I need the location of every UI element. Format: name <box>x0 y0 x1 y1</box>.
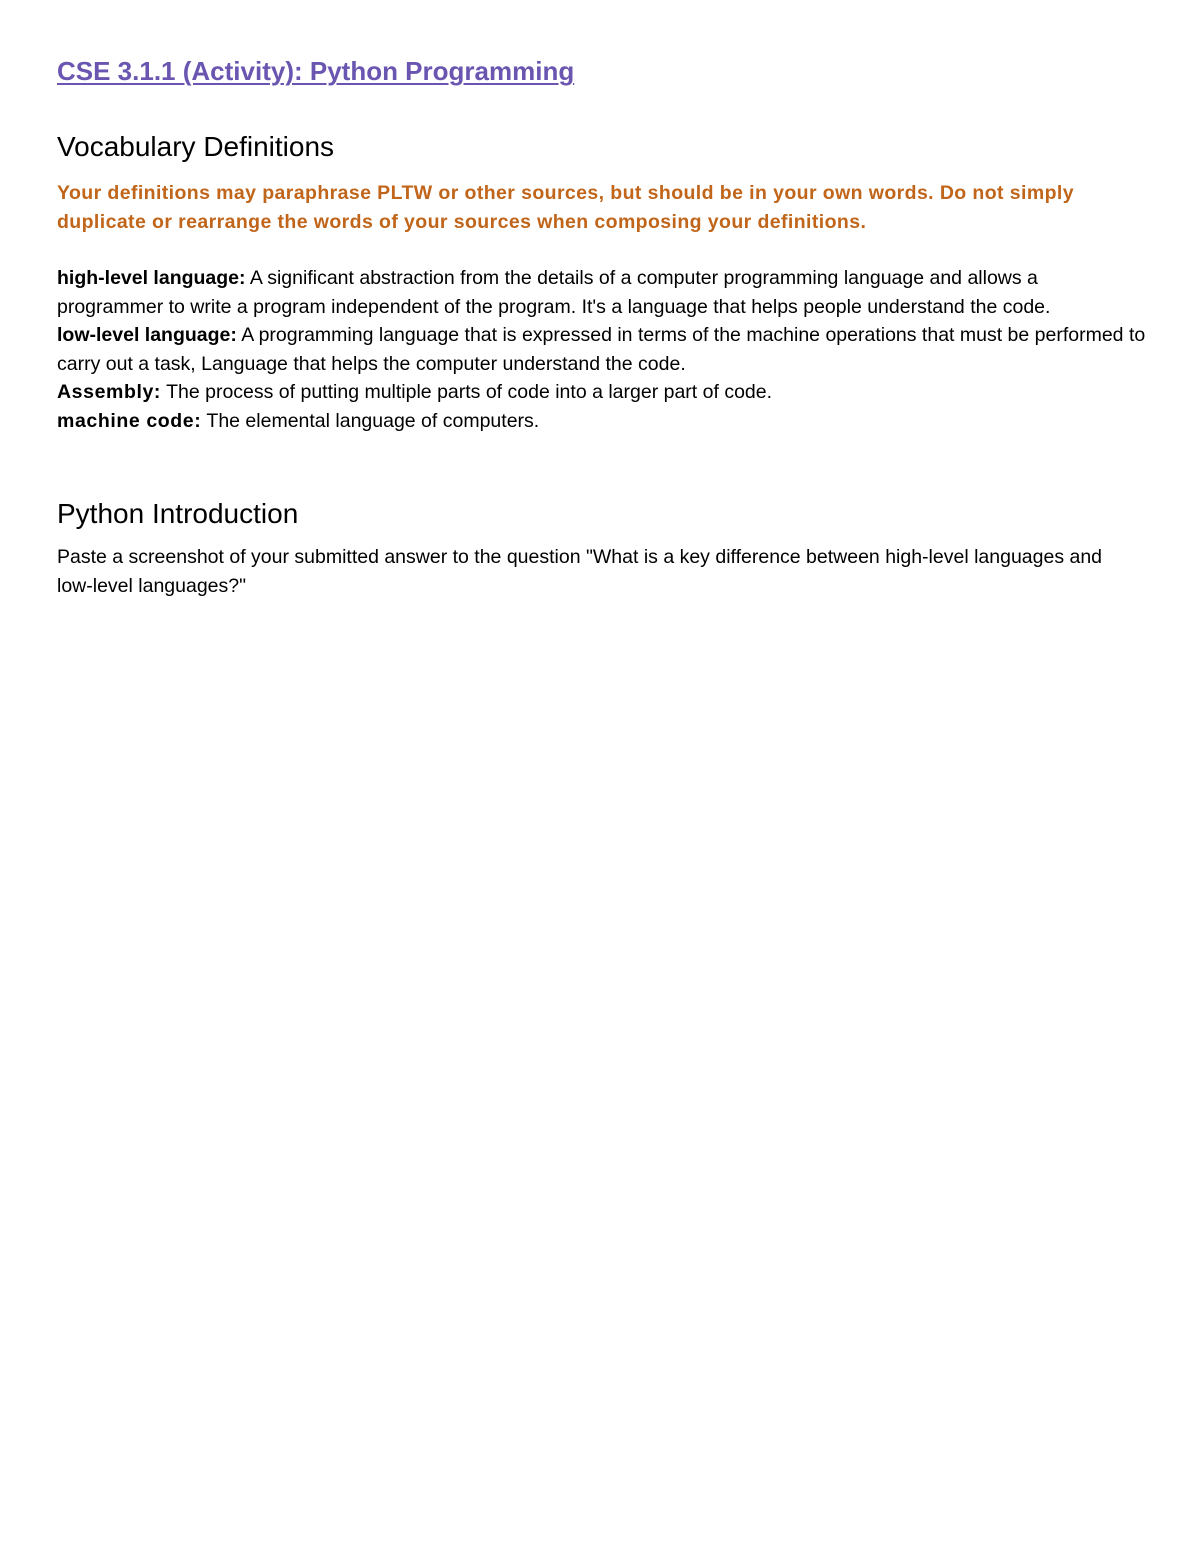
vocabulary-definitions-heading: Vocabulary Definitions <box>57 131 335 162</box>
definition-term: Assembly: <box>57 381 162 403</box>
definition-high-level-language <box>57 264 1147 321</box>
definition-text: A significant abstraction from the details of a computer programming language and allows a programmer to write a program independent of the program. It's a language that helps people understand the code. <box>57 267 1051 318</box>
definition-term: machine code: <box>57 409 202 432</box>
python-introduction-heading: Python Introduction <box>57 498 299 529</box>
definition-text: A programming language that is expressed in terms of the machine operations that must be performed to carry out a task, Language that helps the computer understand the code. <box>57 324 1146 375</box>
definition-text: The elemental language of computers. <box>201 409 540 432</box>
definitions-instruction: Your definitions may paraphrase PLTW or other sources, but should be in your own words. Do not simply duplicate or rearrange the words of your sources when composing your definitions. <box>57 182 1074 233</box>
definition-low-level-language <box>57 321 1147 378</box>
definition-term: high-level language: <box>57 267 246 289</box>
definition-term: low-level language: <box>57 324 237 346</box>
definition-assembly <box>57 378 1147 407</box>
definition-machine-code <box>57 407 1147 436</box>
definition-text: The process of putting multiple parts of code into a larger part of code. <box>161 381 773 403</box>
screenshot-prompt: Paste a screenshot of your submitted answer to the question "What is a key difference between high-level languages and low-level languages?" <box>57 546 1103 597</box>
document-title[interactable]: CSE 3.1.1 (Activity): Python Programming <box>57 56 575 86</box>
definitions-list <box>57 264 1147 435</box>
